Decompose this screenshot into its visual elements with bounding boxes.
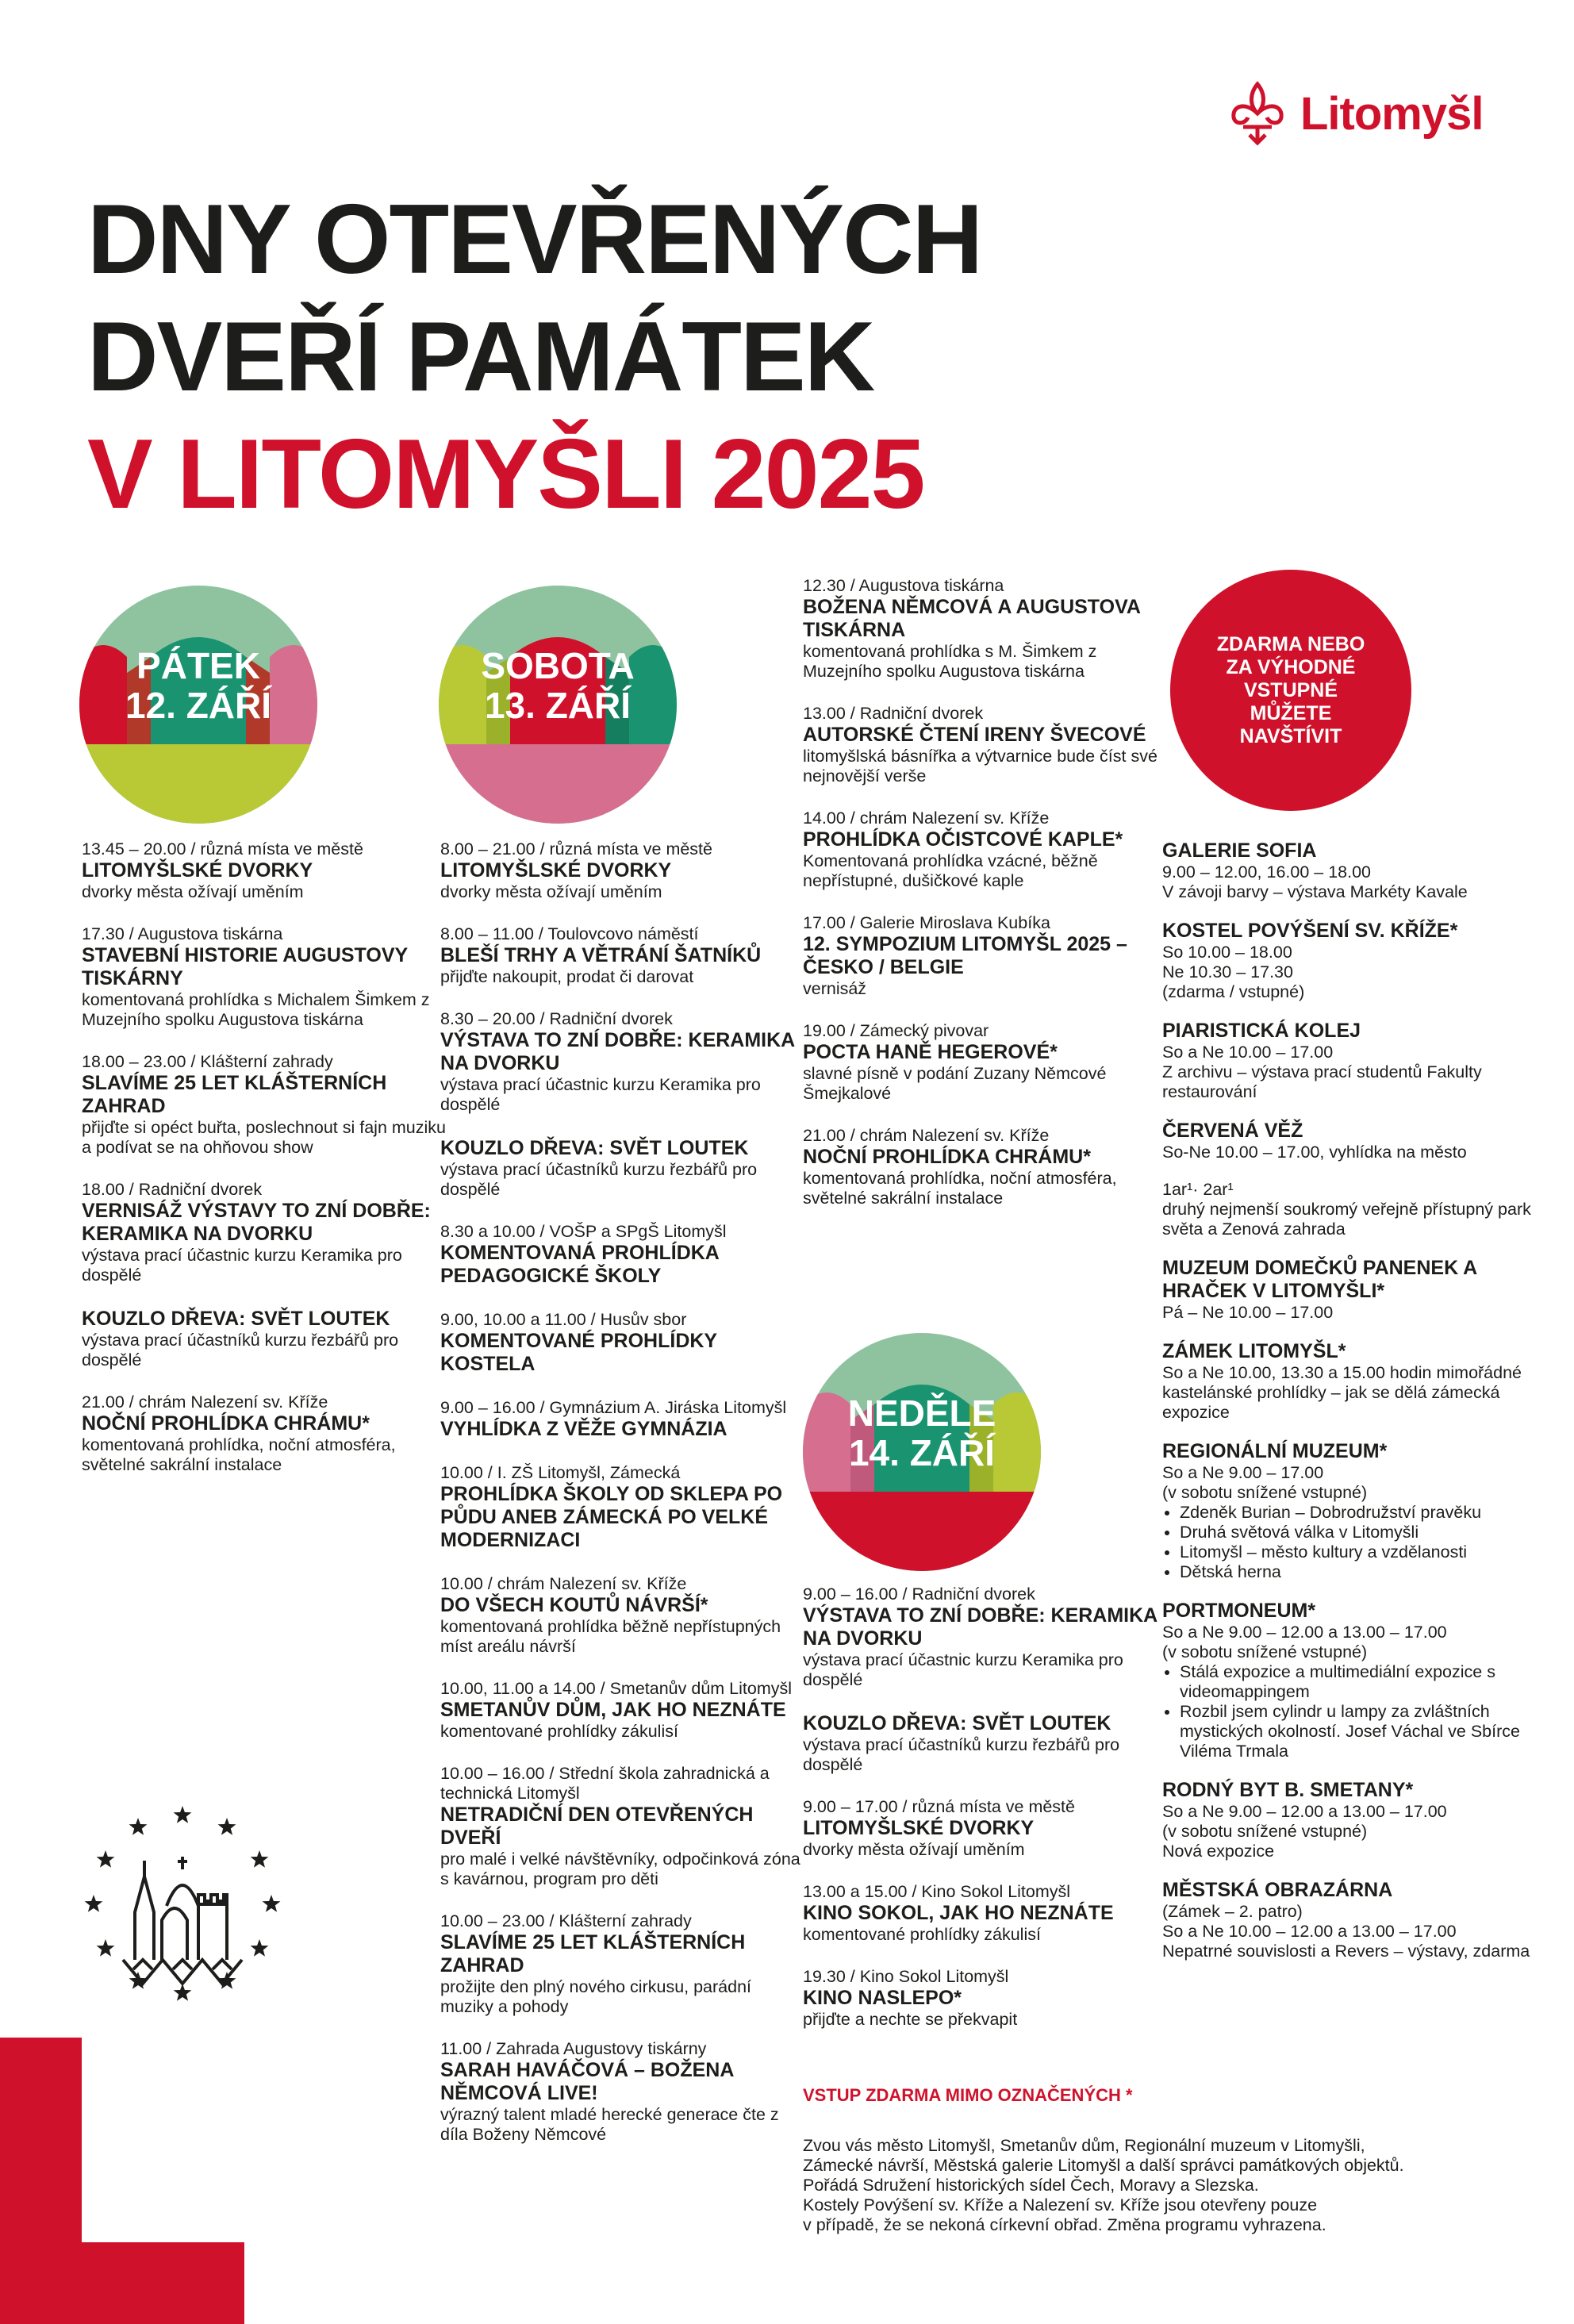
title-line-3: V LITOMYŠLI 2025	[87, 420, 924, 529]
venue-item	[1162, 839, 1535, 902]
friday-program	[82, 839, 447, 1497]
event-description: výstava prací účastníků kurzu řezbářů pro dospělé	[82, 1331, 399, 1369]
venue-info: Nová expozice	[1162, 1842, 1275, 1861]
event-time-place: 10.00 – 23.00 / Klášterní zahrady	[440, 1911, 692, 1930]
venue-info: (v sobotu snížené vstupné)	[1162, 1642, 1368, 1661]
event-title: STAVEBNÍ HISTORIE AUGUSTOVY TISKÁRNY	[82, 944, 408, 989]
event-title: LITOMYŠLSKÉ DVORKY	[440, 859, 672, 882]
event-title: KOMENTOVANÉ PROHLÍDKY KOSTELA	[440, 1330, 717, 1375]
event-time-place: 14.00 / chrám Nalezení sv. Kříže	[803, 809, 1050, 828]
event-item	[440, 1398, 805, 1441]
event-description: Komentovaná prohlídka vzácné, běžně nepřístupné, dušičkové kaple	[803, 851, 1098, 890]
venue-info: Nepatrné souvislosti a Revers – výstavy, zdarma	[1162, 1942, 1530, 1961]
venue-info: (v sobotu snížené vstupné)	[1162, 1483, 1368, 1502]
title-line-2: DVEŘÍ PAMÁTEK	[87, 302, 874, 412]
venue-info: So a Ne 10.00 – 12.00 a 13.00 – 17.00	[1162, 1922, 1457, 1941]
event-description: komentovaná prohlídka, noční atmosféra, světelné sakrální instalace	[803, 1169, 1117, 1208]
venue-bullet: • Druhá světová válka v Litomyšli	[1180, 1523, 1535, 1542]
venue-item	[1162, 1257, 1535, 1323]
event-title: SMETANŮV DŮM, JAK HO NEZNÁTE	[440, 1699, 786, 1721]
event-description: výstava prací účastnic kurzu Keramika pro dospělé	[440, 1075, 761, 1114]
venue-info: (v sobotu snížené vstupné)	[1162, 1822, 1368, 1841]
event-item	[440, 1679, 805, 1742]
venue-name: GALERIE SOFIA	[1162, 839, 1317, 862]
venue-item	[1162, 1779, 1535, 1861]
event-time-place: 19.00 / Zámecký pivovar	[803, 1021, 989, 1040]
venue-info: So 10.00 – 18.00	[1162, 943, 1292, 962]
event-title: VÝSTAVA TO ZNÍ DOBŘE: KERAMIKA NA DVORKU	[440, 1029, 795, 1074]
event-time-place: 8.00 – 11.00 / Toulovcovo náměstí	[440, 924, 699, 943]
saturday-program-continued	[803, 576, 1168, 1231]
venue-info: V závoji barvy – výstava Markéty Kavale	[1162, 882, 1468, 901]
footer-line: Pořádá Sdružení historických sídel Čech, Moravy a Slezska.	[803, 2176, 1259, 2195]
event-item	[82, 1392, 447, 1475]
event-item	[803, 1712, 1168, 1775]
event-time-place: 10.00 – 16.00 / Střední škola zahradnická a technická Litomyšl	[440, 1764, 770, 1803]
badge-saturday	[439, 586, 677, 824]
sunday-label	[803, 1393, 1041, 1473]
venue-name: PORTMONEUM*	[1162, 1600, 1316, 1622]
venue-name: MĚSTSKÁ OBRAZÁRNA	[1162, 1879, 1393, 1901]
event-title: VYHLÍDKA Z VĚŽE GYMNÁZIA	[440, 1418, 727, 1440]
saturday-day-name: SOBOTA	[481, 645, 635, 686]
venue-name: MUZEUM DOMEČKŮ PANENEK A HRAČEK V LITOMYŠLI*	[1162, 1257, 1477, 1302]
event-title: KINO SOKOL, JAK HO NEZNÁTE	[803, 1902, 1114, 1924]
event-title: NOČNÍ PROHLÍDKA CHRÁMU*	[803, 1146, 1091, 1168]
event-description: prožijte den plný nového cirkusu, parádní muziky a pohody	[440, 1977, 752, 2016]
event-title: VÝSTAVA TO ZNÍ DOBŘE: KERAMIKA NA DVORKU	[803, 1604, 1157, 1650]
event-description: slavné písně v podání Zuzany Němcové Šmejkalové	[803, 1064, 1107, 1103]
venue-name: REGIONÁLNÍ MUZEUM*	[1162, 1440, 1388, 1462]
event-title: LITOMYŠLSKÉ DVORKY	[82, 859, 313, 882]
event-title: PROHLÍDKA OČISTCOVÉ KAPLE*	[803, 828, 1123, 851]
corner-decoration-foot	[82, 2242, 244, 2324]
venue-item	[1162, 1879, 1535, 1961]
event-time-place: 8.00 – 21.00 / různá místa ve městě	[440, 839, 712, 859]
venue-info: (zdarma / vstupné)	[1162, 982, 1305, 1001]
event-description: komentovaná prohlídka s M. Šimkem z Muzejního spolku Augustova tiskárna	[803, 642, 1097, 681]
event-item	[803, 1126, 1168, 1208]
event-description: výstava prací účastnic kurzu Keramika pro dospělé	[82, 1246, 402, 1285]
event-description: komentované prohlídky zákulisí	[803, 1925, 1041, 1944]
venue-bullets	[1162, 1503, 1535, 1582]
venue-item	[1162, 1600, 1535, 1761]
venue-name: ČERVENÁ VĚŽ	[1162, 1120, 1303, 1142]
event-title: LITOMYŠLSKÉ DVORKY	[803, 1817, 1035, 1839]
free-entry-circle	[1170, 570, 1411, 811]
event-description: dvorky města ožívají uměním	[803, 1840, 1025, 1859]
venue-item	[1162, 1120, 1535, 1162]
venue-info: Ne 10.30 – 17.30	[1162, 962, 1293, 981]
star-icon	[129, 1818, 148, 1835]
event-item	[440, 1463, 805, 1552]
event-title: SLAVÍME 25 LET KLÁŠTERNÍCH ZAHRAD	[82, 1072, 387, 1117]
event-description: komentované prohlídky zákulisí	[440, 1722, 678, 1741]
venue-name: KOSTEL POVÝŠENÍ SV. KŘÍŽE*	[1162, 920, 1458, 942]
venue-info: So a Ne 10.00, 13.30 a 15.00 hodin mimořádné kastelánské prohlídky – jak se dělá zámecká expozice	[1162, 1363, 1522, 1422]
event-time-place: 10.00, 11.00 a 14.00 / Smetanův dům Litomyšl	[440, 1679, 793, 1698]
event-title: KOUZLO DŘEVA: SVĚT LOUTEK	[803, 1712, 1111, 1734]
event-item	[440, 1911, 805, 2017]
title-line-1: DNY OTEVŘENÝCH	[87, 185, 982, 294]
event-time-place: 13.00 a 15.00 / Kino Sokol Litomyšl	[803, 1882, 1071, 1901]
saturday-program	[440, 839, 805, 2167]
event-item	[803, 704, 1168, 786]
star-icon	[174, 1806, 192, 1823]
event-title: SARAH HAVÁČOVÁ – BOŽENA NĚMCOVÁ LIVE!	[440, 2059, 734, 2104]
historic-towns-emblem-icon	[79, 1801, 286, 2007]
event-item	[440, 1222, 805, 1288]
venue-info: So a Ne 10.00 – 17.00	[1162, 1043, 1334, 1062]
event-title: 12. SYMPOZIUM LITOMYŠL 2025 – ČESKO / BELGIE	[803, 933, 1127, 978]
free-entry-note: VSTUP ZDARMA MIMO OZNAČENÝCH *	[803, 2085, 1133, 2105]
venue-info: Z archivu – výstava prací studentů Fakulty restaurování	[1162, 1062, 1482, 1101]
event-time-place: 9.00, 10.00 a 11.00 / Husův sbor	[440, 1310, 687, 1329]
event-description: dvorky města ožívají uměním	[82, 882, 304, 901]
event-item	[440, 839, 805, 902]
footer-line: Kostely Povýšení sv. Kříže a Nalezení sv. Kříže jsou otevřeny pouze	[803, 2195, 1318, 2215]
star-icon	[263, 1895, 281, 1912]
venue-name: ZÁMEK LITOMYŠL*	[1162, 1340, 1346, 1362]
event-time-place: 9.00 – 16.00 / Gymnázium A. Jiráska Litomyšl	[440, 1398, 787, 1417]
event-item	[82, 1180, 447, 1285]
event-time-place: 13.00 / Radniční dvorek	[803, 704, 984, 723]
event-description: výrazný talent mladé herecké generace čte z díla Boženy Němcové	[440, 2105, 779, 2144]
saturday-date: 13. ZÁŘÍ	[484, 685, 632, 726]
event-description: přijďte a nechte se překvapit	[803, 2010, 1018, 2029]
event-item	[440, 1137, 805, 1200]
logo-text: Litomyšl	[1300, 87, 1484, 140]
sunday-day-name: NEDĚLE	[847, 1392, 996, 1434]
corner-decoration	[0, 2038, 82, 2324]
event-description: komentovaná prohlídka, noční atmosféra, světelné sakrální instalace	[82, 1435, 396, 1474]
event-title: NOČNÍ PROHLÍDKA CHRÁMU*	[82, 1412, 370, 1435]
venue-bullets	[1162, 1662, 1535, 1761]
star-icon	[251, 1939, 269, 1957]
event-time-place: 9.00 – 16.00 / Radniční dvorek	[803, 1585, 1035, 1604]
footer-line: Zvou vás město Litomyšl, Smetanův dům, Regionální muzeum v Litomyšli,	[803, 2136, 1365, 2155]
event-item	[803, 576, 1168, 682]
star-icon	[85, 1895, 103, 1912]
event-time-place: 8.30 a 10.00 / VOŠP a SPgŠ Litomyšl	[440, 1222, 727, 1241]
venue-bullet: • Stálá expozice a multimediální expozice s videomappingem	[1180, 1662, 1535, 1702]
event-description: dvorky města ožívají uměním	[440, 882, 662, 901]
venue-info: Pá – Ne 10.00 – 17.00	[1162, 1303, 1334, 1322]
event-item	[440, 2039, 805, 2145]
footer-text	[803, 2136, 1517, 2235]
event-time-place: 8.30 – 20.00 / Radniční dvorek	[440, 1009, 673, 1028]
event-description: výstava prací účastnic kurzu Keramika pro dospělé	[803, 1650, 1123, 1689]
event-item	[440, 1009, 805, 1115]
friday-day-name: PÁTEK	[136, 645, 260, 686]
event-description: výstava prací účastníků kurzu řezbářů pro dospělé	[440, 1160, 758, 1199]
star-icon	[97, 1939, 115, 1957]
event-title: SLAVÍME 25 LET KLÁŠTERNÍCH ZAHRAD	[440, 1931, 746, 1976]
event-title: DO VŠECH KOUTŮ NÁVRŠÍ*	[440, 1594, 708, 1616]
venue-item	[1162, 1340, 1535, 1423]
saturday-label	[439, 646, 677, 725]
venue-bullet: • Litomyšl – město kultury a vzdělanosti	[1180, 1542, 1535, 1562]
event-title: AUTORSKÉ ČTENÍ IRENY ŠVECOVÉ	[803, 724, 1146, 746]
venue-item	[1162, 920, 1535, 1002]
event-title: BLEŠÍ TRHY A VĚTRÁNÍ ŠATNÍKŮ	[440, 944, 762, 966]
litomysl-logo	[1226, 78, 1511, 149]
event-time-place: 21.00 / chrám Nalezení sv. Kříže	[82, 1392, 328, 1412]
event-time-place: 17.00 / Galerie Miroslava Kubíka	[803, 913, 1050, 932]
venue-info: So a Ne 9.00 – 12.00 a 13.00 – 17.00	[1162, 1623, 1447, 1642]
event-description: komentovaná prohlídka s Michalem Šimkem z Muzejního spolku Augustova tiskárna	[82, 990, 430, 1029]
event-item	[440, 924, 805, 987]
venue-info: 9.00 – 12.00, 16.00 – 18.00	[1162, 862, 1372, 882]
event-time-place: 10.00 / chrám Nalezení sv. Kříže	[440, 1574, 687, 1593]
event-time-place: 21.00 / chrám Nalezení sv. Kříže	[803, 1126, 1050, 1145]
venue-item	[1162, 1440, 1535, 1582]
event-item	[440, 1310, 805, 1376]
event-item	[803, 809, 1168, 891]
venue-info: (Zámek – 2. patro)	[1162, 1902, 1303, 1921]
venue-info: druhý nejmenší soukromý veřejně přístupný park světa a Zenová zahrada	[1162, 1200, 1531, 1239]
event-description: přijďte nakoupit, prodat či darovat	[440, 967, 694, 986]
event-time-place: 17.30 / Augustova tiskárna	[82, 924, 283, 943]
event-description: pro malé i velké návštěvníky, odpočinková zóna s kavárnou, program pro děti	[440, 1850, 800, 1888]
event-time-place: 11.00 / Zahrada Augustovy tiskárny	[440, 2039, 707, 2058]
event-title: KOUZLO DŘEVA: SVĚT LOUTEK	[440, 1137, 749, 1159]
page-title	[87, 181, 981, 533]
event-time-place: 12.30 / Augustova tiskárna	[803, 576, 1004, 595]
event-time-place: 18.00 / Radniční dvorek	[82, 1180, 263, 1199]
free-entry-circle-text: ZDARMA NEBO ZA VÝHODNÉ VSTUPNÉ MŮŽETE NAVŠTÍVIT	[1216, 632, 1365, 747]
event-item	[82, 1308, 447, 1370]
event-time-place: 10.00 / I. ZŠ Litomyšl, Zámecká	[440, 1463, 681, 1482]
star-icon	[174, 1984, 192, 2001]
event-description: přijďte si opéct buřta, poslechnout si fajn muziku a podívat se na ohňovou show	[82, 1118, 446, 1157]
event-item	[803, 1967, 1168, 2030]
venue-bullet: • Dětská herna	[1180, 1562, 1535, 1582]
friday-date: 12. ZÁŘÍ	[125, 685, 272, 726]
event-title: VERNISÁŽ VÝSTAVY TO ZNÍ DOBŘE: KERAMIKA NA DVORKU	[82, 1200, 431, 1245]
event-title: KOMENTOVANÁ PROHLÍDKA PEDAGOGICKÉ ŠKOLY	[440, 1242, 719, 1287]
event-time-place: 13.45 – 20.00 / různá místa ve městě	[82, 839, 363, 859]
event-title: PROHLÍDKA ŠKOLY OD SKLEPA PO PŮDU ANEB ZÁMECKÁ PO VELKÉ MODERNIZACI	[440, 1483, 783, 1551]
venue-info: So-Ne 10.00 – 17.00, vyhlídka na město	[1162, 1143, 1467, 1162]
sunday-date: 14. ZÁŘÍ	[848, 1432, 996, 1473]
event-title: NETRADIČNÍ DEN OTEVŘENÝCH DVEŘÍ	[440, 1804, 754, 1849]
venue-item	[1162, 1020, 1535, 1102]
venue-bullet: • Zdeněk Burian – Dobrodružství pravěku	[1180, 1503, 1535, 1523]
venue-item	[1162, 1180, 1535, 1239]
event-description: litomyšlská básnířka a výtvarnice bude číst své nejnovější verše	[803, 747, 1157, 786]
event-description: výstava prací účastníků kurzu řezbářů pro dospělé	[803, 1735, 1120, 1774]
event-title: KOUZLO DŘEVA: SVĚT LOUTEK	[82, 1308, 390, 1330]
event-item	[803, 1882, 1168, 1945]
event-item	[803, 1021, 1168, 1104]
event-item	[440, 1764, 805, 1889]
badge-friday	[79, 586, 317, 824]
event-description: vernisáž	[803, 979, 867, 998]
lily-emblem-icon	[1226, 78, 1289, 149]
event-title: KINO NASLEPO*	[803, 1987, 962, 2009]
event-item	[82, 924, 447, 1030]
venue-info: So a Ne 9.00 – 12.00 a 13.00 – 17.00	[1162, 1802, 1447, 1821]
venues-list	[1162, 839, 1535, 1979]
venue-name: PIARISTICKÁ KOLEJ	[1162, 1020, 1361, 1042]
venue-bullet: • Rozbil jsem cylindr u lampy za zvláštních mystických okolností. Josef Váchal ve Sbírce Viléma Trmala	[1180, 1702, 1535, 1761]
event-item	[803, 1797, 1168, 1860]
event-item	[82, 1052, 447, 1158]
event-item	[803, 1585, 1168, 1690]
badge-sunday	[803, 1333, 1041, 1571]
event-item	[440, 1574, 805, 1657]
star-icon	[97, 1850, 115, 1868]
event-time-place: 9.00 – 17.00 / různá místa ve městě	[803, 1797, 1075, 1816]
event-item	[82, 839, 447, 902]
venue-name: RODNÝ BYT B. SMETANY*	[1162, 1779, 1414, 1801]
event-title: BOŽENA NĚMCOVÁ A AUGUSTOVA TISKÁRNA	[803, 596, 1141, 641]
event-time-place: 19.30 / Kino Sokol Litomyšl	[803, 1967, 1009, 1986]
star-icon	[218, 1818, 236, 1835]
sunday-program	[803, 1585, 1168, 2052]
footer-line: v případě, že se nekoná církevní obřad. Změna programu vyhrazena.	[803, 2215, 1326, 2234]
footer-line: Zámecké návrší, Městská galerie Litomyšl a další správci památkových objektů.	[803, 2156, 1404, 2175]
event-time-place: 18.00 – 23.00 / Klášterní zahrady	[82, 1052, 333, 1071]
event-title: POCTA HANĚ HEGEROVÉ*	[803, 1041, 1058, 1063]
venue-info: 1ar¹· 2ar¹	[1162, 1180, 1234, 1199]
star-icon	[251, 1850, 269, 1868]
friday-label	[79, 646, 317, 725]
event-description: komentovaná prohlídka běžně nepřístupných míst areálu návrší	[440, 1617, 781, 1656]
venue-info: So a Ne 9.00 – 17.00	[1162, 1463, 1324, 1482]
event-item	[803, 913, 1168, 999]
